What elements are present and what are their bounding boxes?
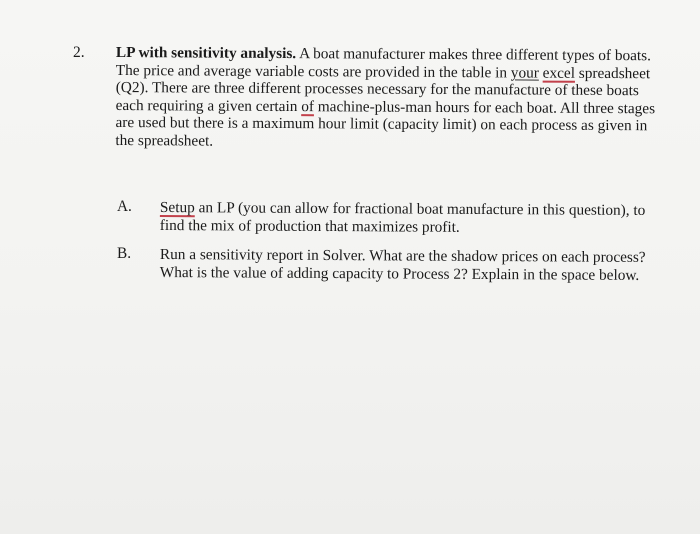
spellcheck-word-excel: excel — [542, 64, 576, 82]
part-b-label: B. — [117, 245, 132, 262]
question-line-4-text-a: each requiring a given certain — [115, 96, 302, 115]
question-line-3: (Q2). There are three different processes necessary for the manufacture of these boats — [115, 79, 639, 100]
question-number: 2. — [73, 44, 85, 61]
part-a-line-1-text: an LP (you can allow for fractional boat manufacture in this question), to — [194, 199, 646, 219]
underlined-word-your: your — [510, 64, 539, 82]
question-line-2-text-b: spreadsheet — [574, 64, 651, 82]
spellcheck-word-setup: Setup — [159, 199, 195, 217]
question-line-2-text-a: The price and average variable costs are provided in the table in — [115, 61, 511, 82]
part-b-text — [160, 246, 660, 284]
question-text — [115, 44, 656, 153]
part-a-label: A. — [117, 198, 132, 215]
part-b-line-2: What is the value of adding capacity to Process 2? Explain in the space below. — [159, 263, 640, 284]
question-title: LP with sensitivity analysis. — [115, 44, 297, 63]
part-a-text — [160, 199, 660, 237]
spellcheck-word-of: of — [301, 97, 315, 115]
question-line-1-text: A boat manufacturer makes three different types of boats. — [296, 45, 652, 65]
part-a-line-2: find the mix of production that maximizes profit. — [159, 216, 460, 236]
question-line-4-text-b: machine-plus-man hours for each boat. All three stages — [313, 97, 656, 118]
part-b-line-1: Run a sensitivity report in Solver. What are the shadow prices on each process? — [159, 246, 646, 266]
question-line-5: are used but there is a maximum hour limit (capacity limit) on each process as given in — [115, 114, 648, 135]
question-line-6: the spreadsheet. — [115, 131, 214, 150]
